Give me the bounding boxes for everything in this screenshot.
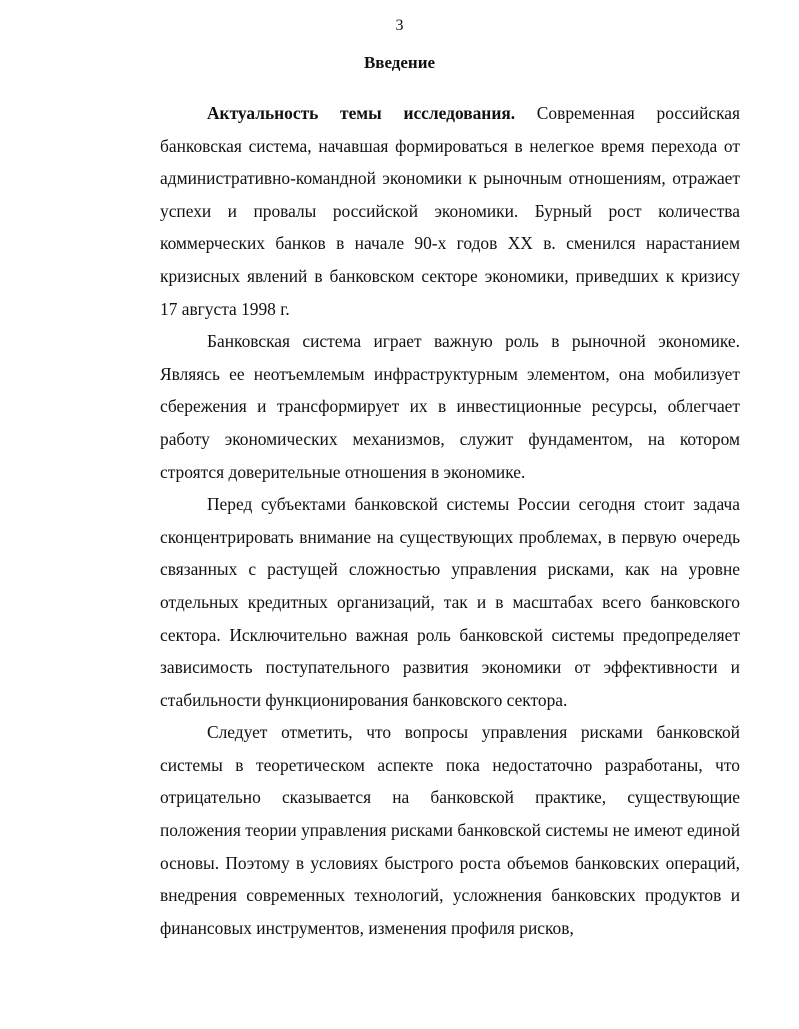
paragraph-risk-management: Следует отметить, что вопросы управления рисками банковской системы в теоретическом аспекте пока недостаточно разработаны, что отрицательно сказывается на банковской практике, существующие положения теории управления рисками банковской системы не имеют единой основы. Поэтому в условиях быстрого роста объемов банковских операций, внедрения современных технологий, усложнения банковских продуктов и финансовых инструментов, изменения профиля рисков, [160, 722, 740, 938]
paragraph-text: Современная российская банковская система, начавшая формироваться в нелегкое время перехода от административно-командной экономики к рыночным отношениям, отражает успехи и провалы российской экономики. Бурный рост количества коммерческих банков в начале 90-х годов XX в. сменился нарастанием кризисных явлений в банковском секторе экономики, приведших к кризису 17 августа 1998 г. [160, 103, 740, 319]
paragraph-relevance [160, 97, 740, 325]
paragraph-lead: Актуальность темы исследования. [207, 103, 516, 123]
paragraph-banking-tasks: Перед субъектами банковской системы России сегодня стоит задача сконцентрировать внимание на существующих проблемах, в первую очередь связанных с растущей сложностью управления рисками, как на уровне отдельных кредитных организаций, так и в масштабах всего банковского сектора. Исключительно важная роль банковской системы предопределяет зависимость поступательного развития экономики от эффективности и стабильности функционирования банковского сектора. [160, 494, 740, 710]
body-text [160, 97, 740, 944]
paragraph-banking-role: Банковская система играет важную роль в рыночной экономике. Являясь ее неотъемлемым инфраструктурным элементом, она мобилизует сбережения и трансформирует их в инвестиционные ресурсы, облегчает работу экономических механизмов, служит фундаментом, на котором строятся доверительные отношения в экономике. [160, 331, 740, 482]
section-title: Введение [363, 53, 436, 72]
page-number: 3 [395, 17, 404, 34]
